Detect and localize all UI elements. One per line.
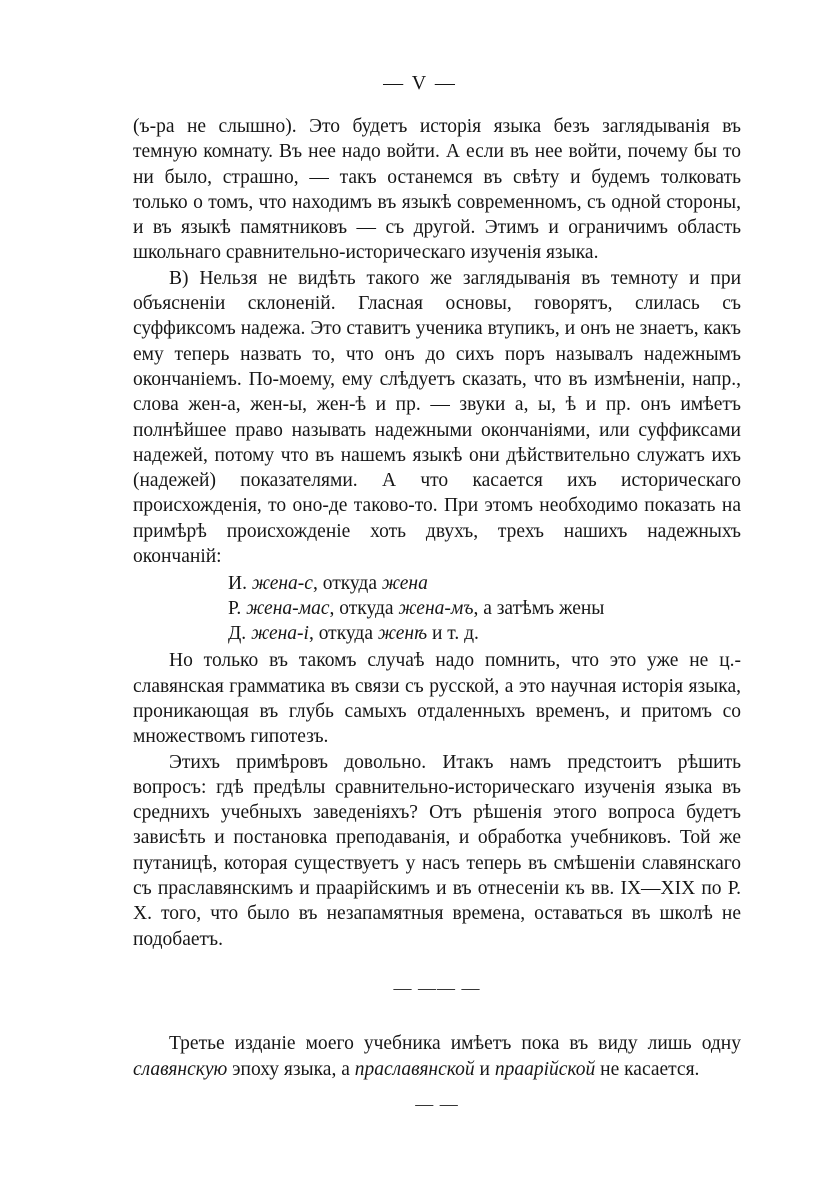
example-tail: , а затѣмъ жены <box>473 598 605 620</box>
footnote-lead: Третье изданіе моего учебника имѣетъ пока въ виду лишь одну <box>169 1033 741 1055</box>
example-form: жена-мас <box>246 598 330 620</box>
example-line <box>228 571 741 596</box>
footnote-italic-term: праславянской <box>354 1058 475 1080</box>
example-form: жена-с <box>251 573 313 595</box>
example-case: И. <box>228 573 247 595</box>
example-line <box>228 621 741 646</box>
example-middle: , откуда <box>312 573 378 595</box>
example-line <box>228 596 741 621</box>
example-result: жена-мъ <box>398 598 474 620</box>
footnote-paragraph <box>133 1031 741 1082</box>
footnote-italic-term: праарійской <box>494 1058 596 1080</box>
paragraph-3: Но только въ такомъ случаѣ надо помнить, что это уже не ц.-славянская грамматика въ связи съ русской, а это научная исторія языка, проникающая въ глубь самыхъ отдаленныхъ временъ, и притомъ со множествомъ гипотезъ. <box>133 650 741 748</box>
example-result: женѣ <box>377 623 428 645</box>
page-body <box>133 114 741 1117</box>
paragraph-1: (ъ-ра не слышно). Это будетъ исторія языка безъ заглядыванія въ темную комнату. Въ нее надо войти. А если въ нее войти, почему бы то ни было, страшно, — такъ останемся въ свѣту и будемъ толковать только о томъ, что находимъ въ языкѣ современномъ, съ одной стороны, и въ языкѣ памятниковъ — съ другой. Этимъ и ограничимъ область школьнаго сравнительно-историческаго изученія языка. <box>133 116 741 264</box>
end-mark: — — <box>415 1093 459 1114</box>
example-result: жена <box>381 573 428 595</box>
footnote-mid: эпоху языка, а <box>232 1058 350 1080</box>
declension-examples <box>133 571 741 646</box>
paragraph-4: Этихъ примѣровъ довольно. Итакъ намъ предстоитъ рѣшить вопросъ: гдѣ предѣлы сравнительно-историческаго изученія языка въ среднихъ учебныхъ заведеніяхъ? Отъ рѣшенія этого вопроса будетъ зависѣть и постановка преподаванія, и обработка учебниковъ. Той же путаницѣ, которая существуетъ у насъ теперь въ смѣшеніи славянскаго съ праславянскимъ и праарійскимъ и въ отнесеніи къ вв. IX—XIX по Р. Х. того, что было въ незапамятныя времена, оставаться въ школѣ не подобаетъ. <box>133 751 741 950</box>
example-case: Д. <box>228 623 247 645</box>
paragraph-2: В) Нельзя не видѣть такого же заглядыванія въ темноту и при объясненіи склоненій. Гласная основы, говорятъ, слилась съ суффиксомъ надежа. Это ставитъ ученика втупикъ, и онъ не знаетъ, какъ ему теперь назвать то, что онъ до сихъ поръ называлъ надежнымъ окончаніемъ. По-моему, ему слѣдуетъ сказать, что въ измѣненіи, напр., слова жен-а, жен-ы, жен-ѣ и пр. — звуки а, ы, ѣ и пр. онъ имѣетъ полнѣйшее право называть надежными окончаніями, или суффиксами надежей, потому что въ нашемъ языкѣ они дѣйствительно служатъ ихъ (надежей) показателями. А что касается ихъ историческаго происхожденія, то оно-де таково-то. При этомъ необходимо показать на примѣрѣ происхожденіе хоть двухъ, трехъ нашихъ надежныхъ окончаній: <box>133 267 741 568</box>
example-form: жена-і <box>251 623 309 645</box>
example-middle: , откуда <box>308 623 373 645</box>
section-separator: — —— — <box>393 977 481 998</box>
example-tail: и т. д. <box>427 623 479 645</box>
example-middle: , откуда <box>329 598 394 620</box>
example-case: Р. <box>228 598 242 620</box>
footnote-italic-term: славянскую <box>133 1058 228 1080</box>
page-number: — V — <box>383 72 457 94</box>
footnote-and: и <box>479 1058 490 1080</box>
footnote-end: не касается. <box>600 1058 700 1080</box>
